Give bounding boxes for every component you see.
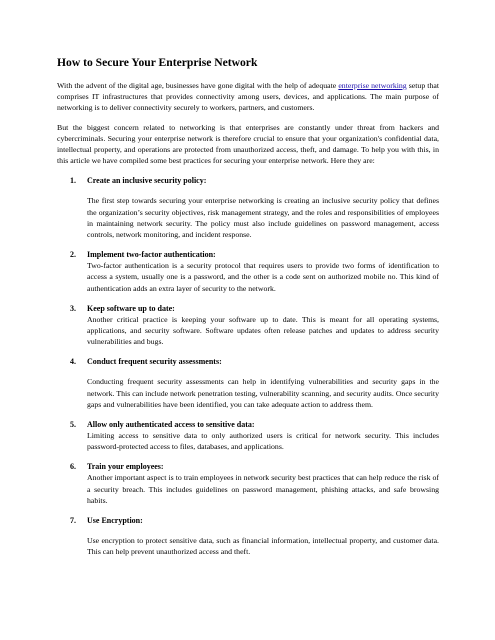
list-item	[57, 303, 439, 348]
list-item-title: Keep software up to date:	[87, 303, 175, 313]
list-item-title: Create an inclusive security policy:	[87, 176, 207, 186]
document-page	[57, 56, 439, 557]
list-item-title: Use Encryption:	[87, 516, 143, 526]
best-practices-list	[57, 175, 439, 557]
intro-text-end: setup that comprises IT infrastructures that provides connectivity among users, devices, and applications. The main purpose of networking is to deliver connectivity securely to workers, partners, and customers.	[57, 81, 440, 113]
list-item-title: Implement two-factor authentication:	[87, 250, 216, 260]
list-item-body: Two-factor authentication is a security protocol that requires users to provide two forms of identification to access a system, usually one is a password, and the other is a code sent on authorized mobile no. This kind of authentication adds an extra layer of security to the network.	[87, 261, 439, 293]
list-item	[57, 461, 439, 506]
list-item-number: 6.	[70, 462, 76, 472]
list-item-body: Another critical practice is keeping your software up to date. This is meant for all operating systems, applications, and security software. Software updates often release patches and updates to address security vulnerabilities and bugs.	[87, 314, 439, 347]
list-item-number: 1.	[70, 176, 76, 186]
list-item-body: The first step towards securing your enterprise networking is creating an inclusive security policy that defines the organization’s security objectives, risk management strategy, and the roles and responsibilities of employees in maintaining network security. The policy must also include guidelines on password management, access controls, network monitoring, and incident response.	[87, 196, 439, 240]
list-item-number: 7.	[70, 516, 76, 526]
intro-text-start: With the advent of the digital age, businesses have gone digital with the help of adequate	[57, 81, 339, 90]
intro-paragraph-1	[57, 80, 439, 114]
list-item	[57, 515, 439, 557]
list-item-number: 4.	[70, 357, 76, 367]
list-item-title: Allow only authenticated access to sensitive data:	[87, 420, 255, 430]
list-item-title: Train your employees:	[87, 462, 164, 472]
list-item-body: Conducting frequent security assessments can help in identifying vulnerabilities and security gaps in the network. This can include network penetration testing, vulnerability scanning, and security audits. Once security gaps and vulnerabilities have been identified, you can take adequate action to address them.	[87, 377, 439, 409]
list-item-body: Another important aspect is to train employees in network security best practices that can help reduce the risk of a security breach. This includes guidelines on password management, phishing attacks, and safe browsing habits.	[87, 473, 439, 505]
document-title: How to Secure Your Enterprise Network	[57, 56, 258, 69]
intro-paragraph-2: But the biggest concern related to networking is that enterprises are constantly under threat from hackers and cybercriminals. Securing your enterprise network is therefore crucial to ensure that your organization's confidential data, intellectual property, and operations are protected from unauthorized access, theft, and damage. To help you with this, in this article we have compiled some best practices for securing your enterprise network. Here they are:	[57, 122, 439, 166]
list-item	[57, 419, 439, 452]
list-item-title: Conduct frequent security assessments:	[87, 357, 222, 367]
list-item-number: 3.	[70, 303, 76, 313]
list-item	[57, 175, 439, 240]
list-item-body: Limiting access to sensitive data to only authorized users is critical for network security. This includes password-protected access to files, databases, and applications.	[87, 431, 439, 452]
list-item	[57, 356, 439, 410]
list-item-number: 2.	[70, 250, 76, 260]
enterprise-networking-link[interactable]: enterprise networking	[338, 81, 407, 90]
list-item	[57, 249, 439, 294]
list-item-number: 5.	[70, 420, 76, 430]
list-item-body: Use encryption to protect sensitive data, such as financial information, intellectual property, and customer data. This can help prevent unauthorized access and theft.	[87, 536, 439, 557]
